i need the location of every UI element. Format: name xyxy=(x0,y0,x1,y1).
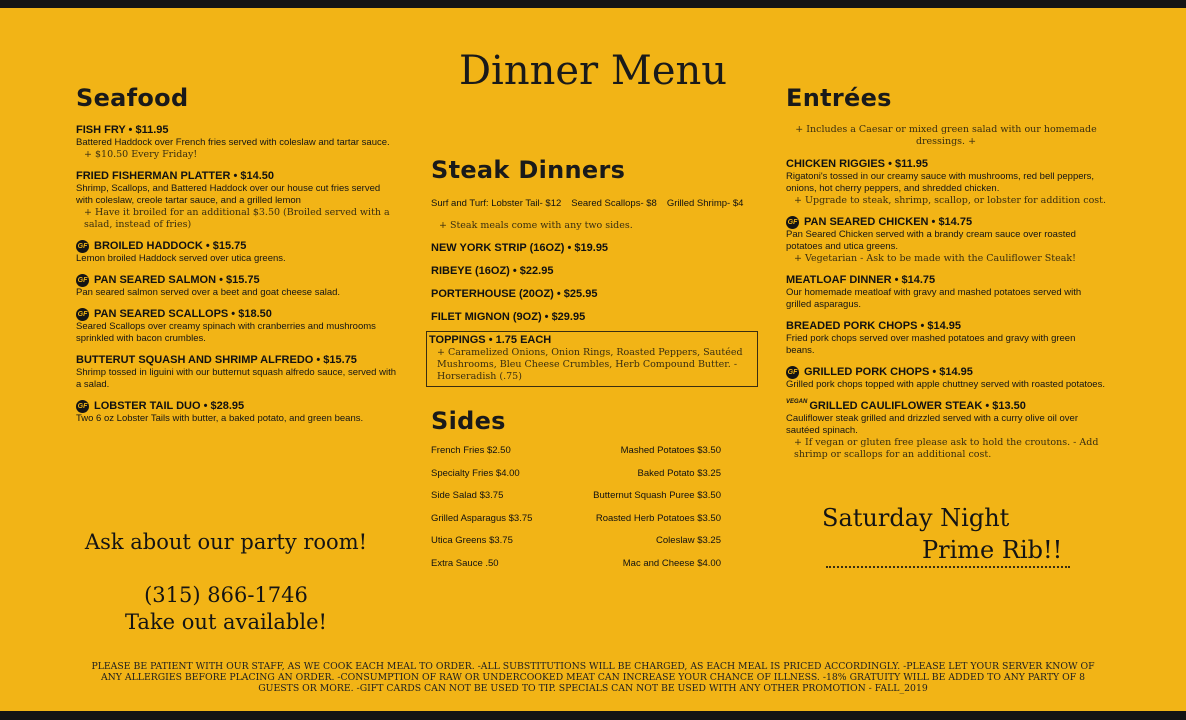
item-note: + Vegetarian - Ask to be made with the Cauliflower Steak! xyxy=(794,253,1076,264)
item-heading xyxy=(786,366,1106,379)
takeout-text: Take out available! xyxy=(125,610,327,634)
dotted-divider xyxy=(826,566,1070,568)
item-name: FRIED FISHERMAN PLATTER • $14.50 xyxy=(76,170,275,182)
item-heading xyxy=(76,354,396,367)
side-item: French Fries $2.50 xyxy=(431,445,511,456)
side-item: Coleslaw $3.25 xyxy=(656,535,721,546)
item-heading xyxy=(76,124,396,137)
entree-item xyxy=(786,216,1106,265)
item-name: GRILLED PORK CHOPS • $14.95 xyxy=(804,366,973,378)
item-name: LOBSTER TAIL DUO • $28.95 xyxy=(94,400,245,412)
seafood-heading: Seafood xyxy=(76,84,189,112)
entree-item xyxy=(786,274,1106,311)
surf-and-turf-extras xyxy=(431,198,763,210)
entrees-list xyxy=(786,158,1106,461)
side-item: Roasted Herb Potatoes $3.50 xyxy=(595,512,721,524)
gluten-free-icon: GF xyxy=(76,240,89,253)
item-name: MEATLOAF DINNER • $14.75 xyxy=(786,274,936,286)
item-heading xyxy=(786,158,1106,171)
seafood-item xyxy=(76,274,396,299)
party-room-text: Ask about our party room! xyxy=(84,530,368,554)
item-name: BROILED HADDOCK • $15.75 xyxy=(94,240,247,252)
sides-heading: Sides xyxy=(431,407,506,435)
item-name: PAN SEARED CHICKEN • $14.75 xyxy=(804,216,973,228)
footer-disclaimer: PLEASE BE PATIENT WITH OUR STAFF, AS WE COOK EACH MEAL TO ORDER. -ALL SUBSTITUTIONS WILL BE CHARGED, AS EACH MEAL IS PRICED ACCORDINGLY. -PLEASE LET YOUR SERVER KNOW OF ANY ALLERGIES BEFORE PLACING AN ORDER. -CONSUMPTION OF RAW OR UNDERCOOKED MEAT CAN INCREASE YOUR CHANCE OF ILLNESS. -18% GRATUITY WILL BE ADDED TO ANY PARTY OF 8 GUESTS OR MORE. -GIFT CARDS CAN NOT BE USED TO TIP. SPECIALS CAN NOT BE USED WITH ANY OTHER PROMOTION - FALL_2019 xyxy=(91,661,1095,694)
entrees-intro: + Includes a Caesar or mixed green salad with our homemade dressings. + xyxy=(795,124,1097,147)
gluten-free-icon: GF xyxy=(786,216,799,229)
item-note: + Upgrade to steak, shrimp, scallop, or lobster for addition cost. xyxy=(794,195,1107,206)
item-name: CHICKEN RIGGIES • $11.95 xyxy=(786,158,929,170)
extra-lobster: Surf and Turf: Lobster Tail- $12 xyxy=(431,198,562,209)
entree-item xyxy=(786,400,1106,461)
item-description: Pan seared salmon served over a beet and goat cheese salad. xyxy=(76,287,341,298)
top-border xyxy=(0,0,1186,8)
seafood-item xyxy=(76,400,396,425)
side-item: Grilled Asparagus $3.75 xyxy=(431,512,533,524)
side-item: Mashed Potatoes $3.50 xyxy=(620,445,721,456)
side-item: Utica Greens $3.75 xyxy=(431,535,513,546)
contact-block xyxy=(76,582,376,636)
seafood-item xyxy=(76,354,396,391)
vegan-icon: VEGAN xyxy=(786,399,808,405)
seafood-item xyxy=(76,124,396,161)
item-description: Rigatoni's tossed in our creamy sauce with mushrooms, red bell peppers, onions, hot cherry peppers, and shredded chicken. xyxy=(786,171,1095,194)
item-heading xyxy=(786,274,1106,287)
toppings-heading: TOPPINGS • 1.75 EACH xyxy=(429,334,552,346)
item-description: Lemon broiled Haddock served over utica greens. xyxy=(76,253,286,264)
item-description: Shrimp tossed in liguini with our butternut squash alfredo sauce, served with a salad. xyxy=(76,367,397,390)
item-note: + If vegan or gluten free please ask to hold the croutons. - Add shrimp or scallops for an additional cost. xyxy=(794,437,1099,460)
prime-rib-special xyxy=(822,502,1072,566)
item-name: PAN SEARED SALMON • $15.75 xyxy=(94,274,260,286)
item-heading xyxy=(76,274,396,287)
entrees-heading: Entrées xyxy=(786,84,892,112)
steak-section xyxy=(431,156,763,570)
side-item: Baked Potato $3.25 xyxy=(637,467,721,479)
seafood-item xyxy=(76,170,396,231)
sides-grid xyxy=(431,445,721,570)
steak-heading: Steak Dinners xyxy=(431,156,626,184)
steak-item-filet: FILET MIGNON (9OZ) • $29.95 xyxy=(431,311,586,323)
item-description: Two 6 oz Lobster Tails with butter, a baked potato, and green beans. xyxy=(76,413,364,424)
item-description: Fried pork chops served over mashed potatoes and gravy with green beans. xyxy=(786,333,1076,356)
item-description: Cauliflower steak grilled and drizzled served with a curry olive oil over sautéed spinach. xyxy=(786,413,1078,436)
extra-shrimp: Grilled Shrimp- $4 xyxy=(666,198,744,209)
side-item: Butternut Squash Puree $3.50 xyxy=(593,490,721,501)
item-heading xyxy=(76,400,396,413)
gluten-free-icon: GF xyxy=(76,274,89,287)
side-item: Side Salad $3.75 xyxy=(431,490,504,501)
entree-item xyxy=(786,158,1106,207)
steak-item-ribeye: RIBEYE (16OZ) • $22.95 xyxy=(431,265,554,277)
entree-item xyxy=(786,366,1106,391)
item-heading xyxy=(76,240,396,253)
item-name: GRILLED CAULIFLOWER STEAK • $13.50 xyxy=(809,400,1026,412)
phone-number: (315) 866-1746 xyxy=(144,583,308,607)
steak-item-porterhouse: PORTERHOUSE (20OZ) • $25.95 xyxy=(431,288,598,300)
page-title: Dinner Menu xyxy=(458,48,728,94)
side-item: Mac and Cheese $4.00 xyxy=(622,557,721,569)
item-heading xyxy=(76,170,396,183)
item-heading xyxy=(786,216,1106,229)
item-name: BUTTERUT SQUASH AND SHRIMP ALFREDO • $15.75 xyxy=(76,354,357,366)
entrees-section xyxy=(786,84,1106,470)
side-item: Specialty Fries $4.00 xyxy=(431,467,520,479)
item-name: PAN SEARED SCALLOPS • $18.50 xyxy=(94,308,272,320)
steak-note: + Steak meals come with any two sides. xyxy=(439,220,633,231)
item-heading xyxy=(76,308,396,321)
item-heading xyxy=(786,320,1106,333)
item-description: Pan Seared Chicken served with a brandy cream sauce over roasted potatoes and utica greens. xyxy=(786,229,1076,252)
item-note: + Have it broiled for an additional $3.50 (Broiled served with a salad, instead of fries) xyxy=(84,207,390,230)
seafood-item xyxy=(76,240,396,265)
steak-item-ny-strip: NEW YORK STRIP (16OZ) • $19.95 xyxy=(431,242,609,254)
seafood-item xyxy=(76,308,396,345)
seafood-list xyxy=(76,124,396,425)
item-description: Seared Scallops over creamy spinach with cranberries and mushrooms sprinkled with bacon crumbles. xyxy=(76,321,376,344)
item-note: + $10.50 Every Friday! xyxy=(84,149,198,160)
bottom-border xyxy=(0,711,1186,720)
item-name: BREADED PORK CHOPS • $14.95 xyxy=(786,320,962,332)
gluten-free-icon: GF xyxy=(76,400,89,413)
side-item: Extra Sauce .50 xyxy=(431,557,499,569)
item-description: Our homemade meatloaf with gravy and mashed potatoes served with grilled asparagus. xyxy=(786,287,1082,310)
item-description: Grilled pork chops topped with apple chuttney served with roasted potatoes. xyxy=(786,379,1105,390)
extra-scallops: Seared Scallops- $8 xyxy=(571,198,657,209)
prime-rib-line1: Saturday Night xyxy=(822,504,1010,532)
gluten-free-icon: GF xyxy=(76,308,89,321)
gluten-free-icon: GF xyxy=(786,366,799,379)
item-heading xyxy=(786,400,1106,413)
item-description: Shrimp, Scallops, and Battered Haddock over our house cut fries served with coleslaw, creole tartar sauce, and a grilled lemon xyxy=(76,183,381,206)
seafood-section xyxy=(76,84,396,434)
toppings-list: + Caramelized Onions, Onion Rings, Roasted Peppers, Sautéed Mushrooms, Bleu Cheese Crumbles, Herb Compound Butter. - Horseradish (.75) xyxy=(437,347,743,382)
toppings-box xyxy=(426,331,758,387)
item-description: Battered Haddock over French fries served with coleslaw and tartar sauce. xyxy=(76,137,390,148)
prime-rib-line2: Prime Rib!! xyxy=(922,536,1063,564)
item-name: FISH FRY • $11.95 xyxy=(76,124,169,136)
entree-item xyxy=(786,320,1106,357)
